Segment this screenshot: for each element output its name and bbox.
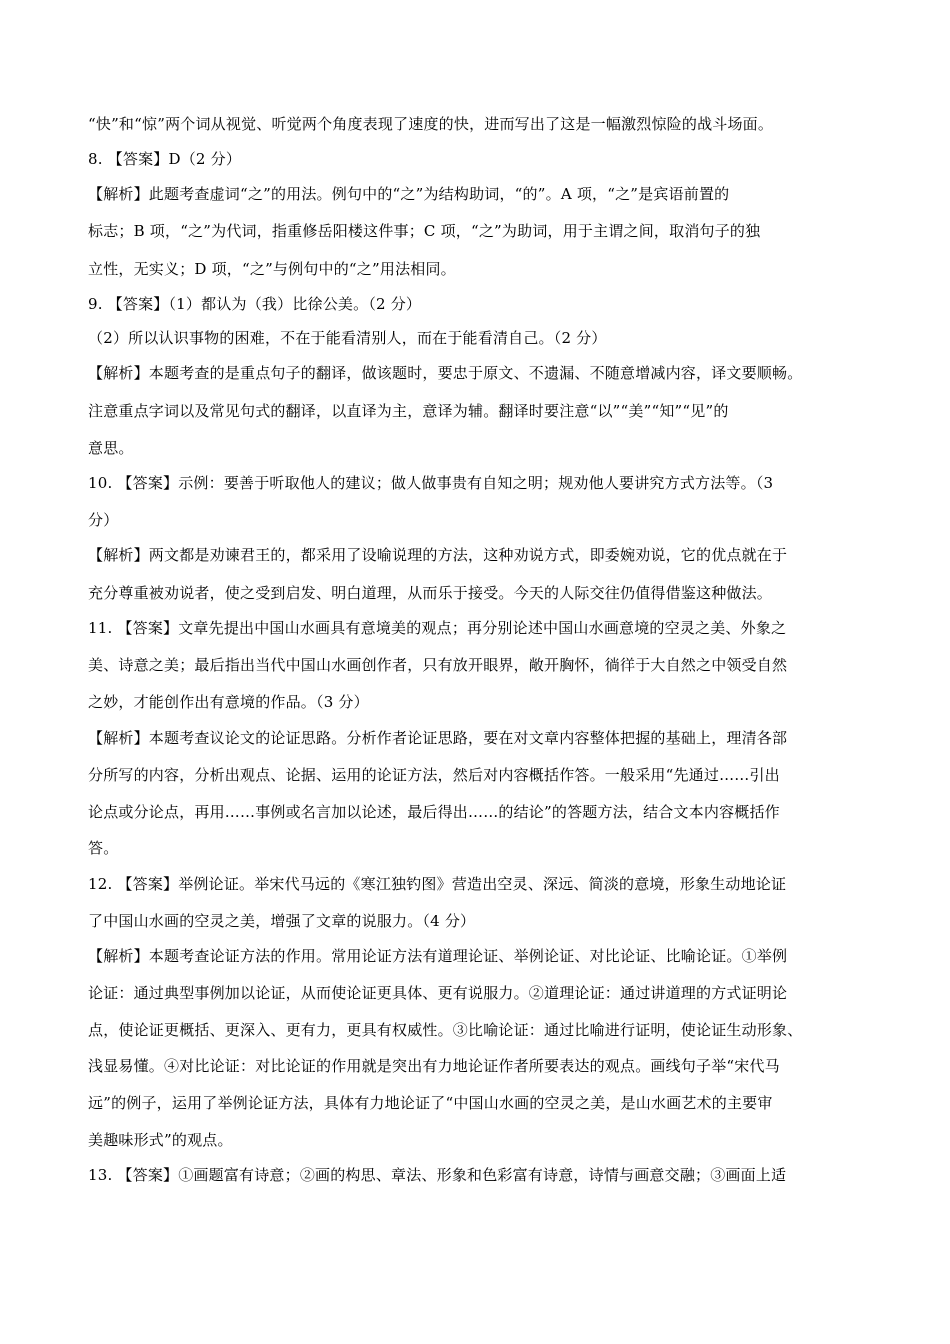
answer-12: 12. 【答案】举例论证。举宋代马远的《寒江独钓图》营造出空灵、深远、简淡的意境，形象生动地论证 bbox=[88, 875, 787, 893]
text-line: 注意重点字词以及常见句式的翻译，以直译为主，意译为辅。翻译时要注意“以”“美”“知”“见”的 bbox=[88, 402, 729, 420]
text-line: 之妙，才能创作出有意境的作品。（3 分） bbox=[88, 693, 369, 711]
text-line: 充分尊重被劝说者，使之受到启发、明白道理，从而乐于接受。今天的人际交往仍值得借鉴这种做法。 bbox=[88, 584, 773, 602]
text-line: 美、诗意之美；最后指出当代中国山水画创作者，只有放开眼界，敞开胸怀，徜徉于大自然之中领受自然 bbox=[88, 656, 788, 674]
text-line: 浅显易懂。④对比论证：对比论证的作用就是突出有力地论证作者所要表达的观点。画线句子举“宋代马 bbox=[88, 1057, 780, 1075]
analysis-10: 【解析】两文都是劝谏君王的，都采用了设喻说理的方法，这种劝说方式，即委婉劝说，它的优点就在于 bbox=[88, 546, 788, 564]
text-line: 美趣味形式”的观点。 bbox=[88, 1131, 233, 1149]
text-line: 意思。 bbox=[88, 439, 134, 457]
analysis-8: 【解析】此题考查虚词“之”的用法。例句中的“之”为结构助词，“的”。A 项，“之”是宾语前置的 bbox=[88, 185, 730, 203]
answer-8: 8. 【答案】D（2 分） bbox=[88, 150, 242, 168]
text-line: 点，使论证更概括、更深入、更有力，更具有权威性。③比喻论证：通过比喻进行证明，使论证生动形象、 bbox=[88, 1021, 803, 1039]
analysis-11: 【解析】本题考查议论文的论证思路。分析作者论证思路，要在对文章内容整体把握的基础上，理清各部 bbox=[88, 729, 788, 747]
text-line: “快”和“惊”两个词从视觉、听觉两个角度表现了速度的快，进而写出了这是一幅激烈惊险的战斗场面。 bbox=[88, 115, 774, 133]
text-line: 论证：通过典型事例加以论证，从而使论证更具体、更有说服力。②道理论证：通过讲道理的方式证明论 bbox=[88, 984, 788, 1002]
analysis-9: 【解析】本题考查的是重点句子的翻译，做该题时，要忠于原文、不遗漏、不随意增减内容，译文要顺畅。 bbox=[88, 364, 803, 382]
analysis-12: 【解析】本题考查论证方法的作用。常用论证方法有道理论证、举例论证、对比论证、比喻论证。①举例 bbox=[88, 947, 788, 965]
text-line: 远”的例子，运用了举例论证方法，具体有力地论证了“中国山水画的空灵之美，是山水画艺术的主要审 bbox=[88, 1094, 773, 1112]
text-line: 立性，无实义；D 项，“之”与例句中的“之”用法相同。 bbox=[88, 260, 456, 278]
text-line: 标志；B 项，“之”为代词，指重修岳阳楼这件事；C 项，“之”为助词，用于主谓之间，取消句子的独 bbox=[88, 222, 761, 240]
text-line: 论点或分论点，再用……事例或名言加以论述，最后得出……的结论”的答题方法，结合文本内容概括作 bbox=[88, 803, 780, 821]
answer-9-part-2: （2）所以认识事物的困难，不在于能看清别人，而在于能看清自己。（2 分） bbox=[88, 329, 607, 347]
answer-9: 9. 【答案】（1）都认为（我）比徐公美。（2 分） bbox=[88, 295, 422, 313]
answer-10: 10. 【答案】示例：要善于听取他人的建议；做人做事贵有自知之明；规劝他人要讲究方式方法等。（3 bbox=[88, 474, 774, 492]
text-line: 分） bbox=[88, 511, 119, 529]
answer-13: 13. 【答案】①画题富有诗意；②画的构思、章法、形象和色彩富有诗意，诗情与画意交融；③画面上适 bbox=[88, 1166, 787, 1184]
text-line: 答。 bbox=[88, 839, 119, 857]
answer-11: 11. 【答案】文章先提出中国山水画具有意境美的观点；再分别论述中国山水画意境的空灵之美、外象之 bbox=[88, 619, 787, 637]
text-line: 了中国山水画的空灵之美，增强了文章的说服力。（4 分） bbox=[88, 912, 476, 930]
text-line: 分所写的内容，分析出观点、论据、运用的论证方法，然后对内容概括作答。一般采用“先通过……引出 bbox=[88, 766, 780, 784]
